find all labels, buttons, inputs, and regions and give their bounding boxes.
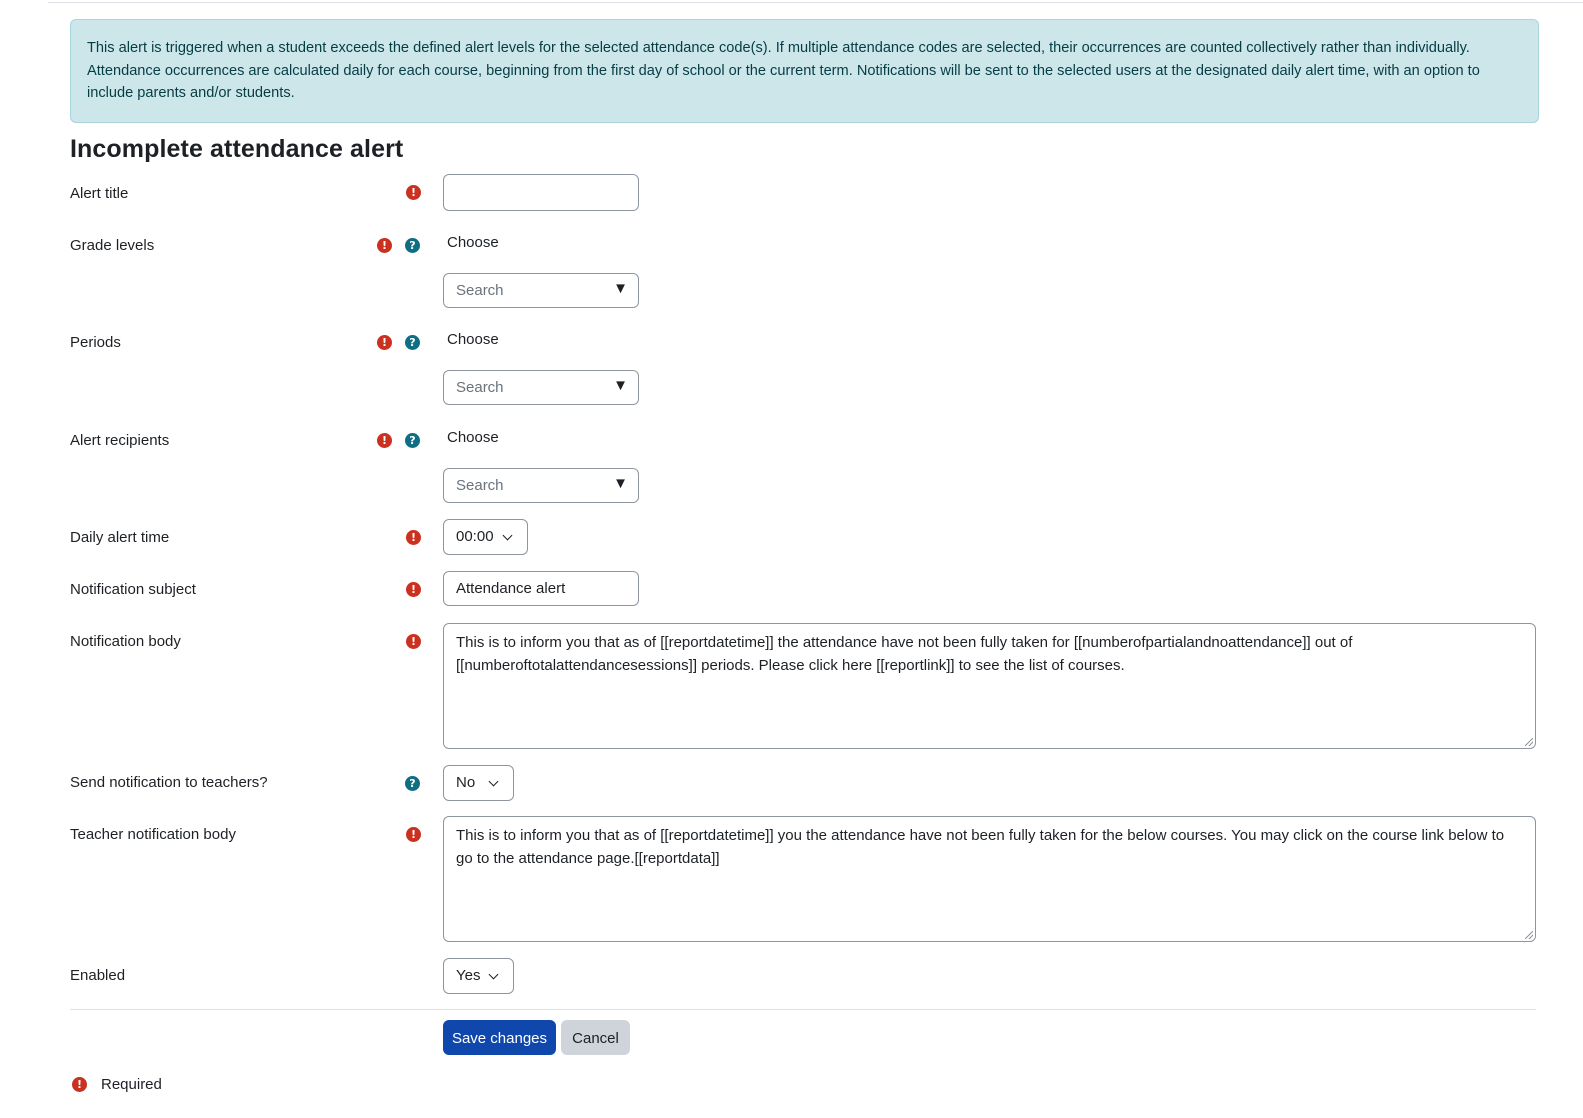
required-icon: ! — [406, 634, 421, 649]
teacher-notification-body-label: Teacher notification body — [70, 826, 236, 843]
required-icon: ! — [406, 582, 421, 597]
help-icon[interactable]: ? — [405, 335, 420, 350]
notification-body-text: This is to inform you that as of [[reportdatetime]] the attendance have not been fully taken for [[numberofpartialandnoattendance]] out of [[numberoftotalattendancesessions]] periods. Please click here [[reportlink]] to see the list of courses. — [456, 634, 1353, 674]
field-alert-recipients — [70, 429, 1536, 502]
help-icon[interactable]: ? — [405, 433, 420, 448]
field-periods — [70, 331, 1536, 404]
resize-handle-icon[interactable] — [1525, 738, 1533, 746]
daily-alert-time-select[interactable] — [443, 519, 528, 555]
enabled-label: Enabled — [70, 967, 126, 984]
save-changes-button[interactable]: Save changes — [443, 1020, 556, 1055]
periods-search-select[interactable] — [443, 370, 639, 405]
field-teacher-notification-body — [70, 826, 1536, 952]
daily-alert-time-value: 00:00 — [456, 528, 494, 545]
required-icon: ! — [406, 530, 421, 545]
periods-choose-text: Choose — [447, 331, 499, 348]
grade-levels-search-select[interactable] — [443, 273, 639, 308]
grade-levels-choose-text: Choose — [447, 234, 499, 251]
teacher-notification-body-textarea[interactable] — [443, 816, 1536, 942]
send-to-teachers-select[interactable] — [443, 765, 514, 801]
form-divider — [70, 1009, 1536, 1010]
alert-title-input[interactable] — [443, 174, 639, 211]
required-legend-label: Required — [101, 1076, 162, 1093]
required-icon: ! — [377, 433, 392, 448]
notification-body-label: Notification body — [70, 633, 181, 650]
field-alert-title — [70, 184, 1536, 221]
required-icon: ! — [377, 335, 392, 350]
alert-title-label: Alert title — [70, 185, 129, 202]
enabled-select[interactable] — [443, 958, 514, 994]
periods-search-placeholder: Search — [456, 379, 504, 396]
field-notification-body — [70, 633, 1536, 759]
field-grade-levels — [70, 234, 1536, 307]
send-to-teachers-value: No — [456, 774, 476, 791]
field-daily-alert-time — [70, 529, 1536, 565]
info-alert — [70, 19, 1539, 123]
send-to-teachers-label: Send notification to teachers? — [70, 774, 268, 791]
alert-recipients-label: Alert recipients — [70, 432, 170, 449]
chevron-down-icon — [489, 970, 499, 980]
grade-levels-label: Grade levels — [70, 237, 155, 254]
field-send-to-teachers — [70, 774, 1536, 810]
dropdown-triangle-icon: ▼ — [613, 377, 628, 394]
alert-recipients-choose-text: Choose — [447, 429, 499, 446]
alert-recipients-search-placeholder: Search — [456, 477, 504, 494]
required-icon: ! — [377, 238, 392, 253]
chevron-down-icon — [503, 531, 513, 541]
notification-subject-label: Notification subject — [70, 581, 196, 598]
dropdown-triangle-icon: ▼ — [613, 280, 628, 297]
periods-label: Periods — [70, 334, 121, 351]
top-divider — [48, 2, 1583, 3]
help-icon[interactable]: ? — [405, 776, 420, 791]
notification-body-textarea[interactable] — [443, 623, 1536, 749]
cancel-button[interactable]: Cancel — [561, 1020, 630, 1055]
dropdown-triangle-icon: ▼ — [613, 475, 628, 492]
enabled-value: Yes — [456, 967, 481, 984]
required-icon: ! — [406, 827, 421, 842]
resize-handle-icon[interactable] — [1525, 931, 1533, 939]
grade-levels-search-placeholder: Search — [456, 282, 504, 299]
daily-alert-time-label: Daily alert time — [70, 529, 170, 546]
alert-recipients-search-select[interactable] — [443, 468, 639, 503]
page-title: Incomplete attendance alert — [70, 135, 404, 163]
chevron-down-icon — [489, 777, 499, 787]
required-icon: ! — [72, 1077, 87, 1092]
teacher-notification-body-text: This is to inform you that as of [[reportdatetime]] you the attendance have not been fully taken for the below courses. You may click on the course link below to go to the attendance page.[[reportdata]] — [456, 827, 1505, 867]
notification-subject-input[interactable]: Attendance alert — [443, 571, 639, 606]
field-notification-subject — [70, 581, 1536, 617]
info-alert-text: This alert is triggered when a student exceeds the defined alert levels for the selected attendance code(s). If multiple attendance codes are selected, their occurrences are counted collectively rather than individually. Attendance occurrences are calculated daily for each course, beginning from the first day of school or the current term. Notifications will be sent to the selected users at the designated daily alert time, with an option to include parents and/or students. — [87, 40, 1480, 101]
help-icon[interactable]: ? — [405, 238, 420, 253]
field-enabled — [70, 967, 1536, 1003]
required-icon: ! — [406, 185, 421, 200]
